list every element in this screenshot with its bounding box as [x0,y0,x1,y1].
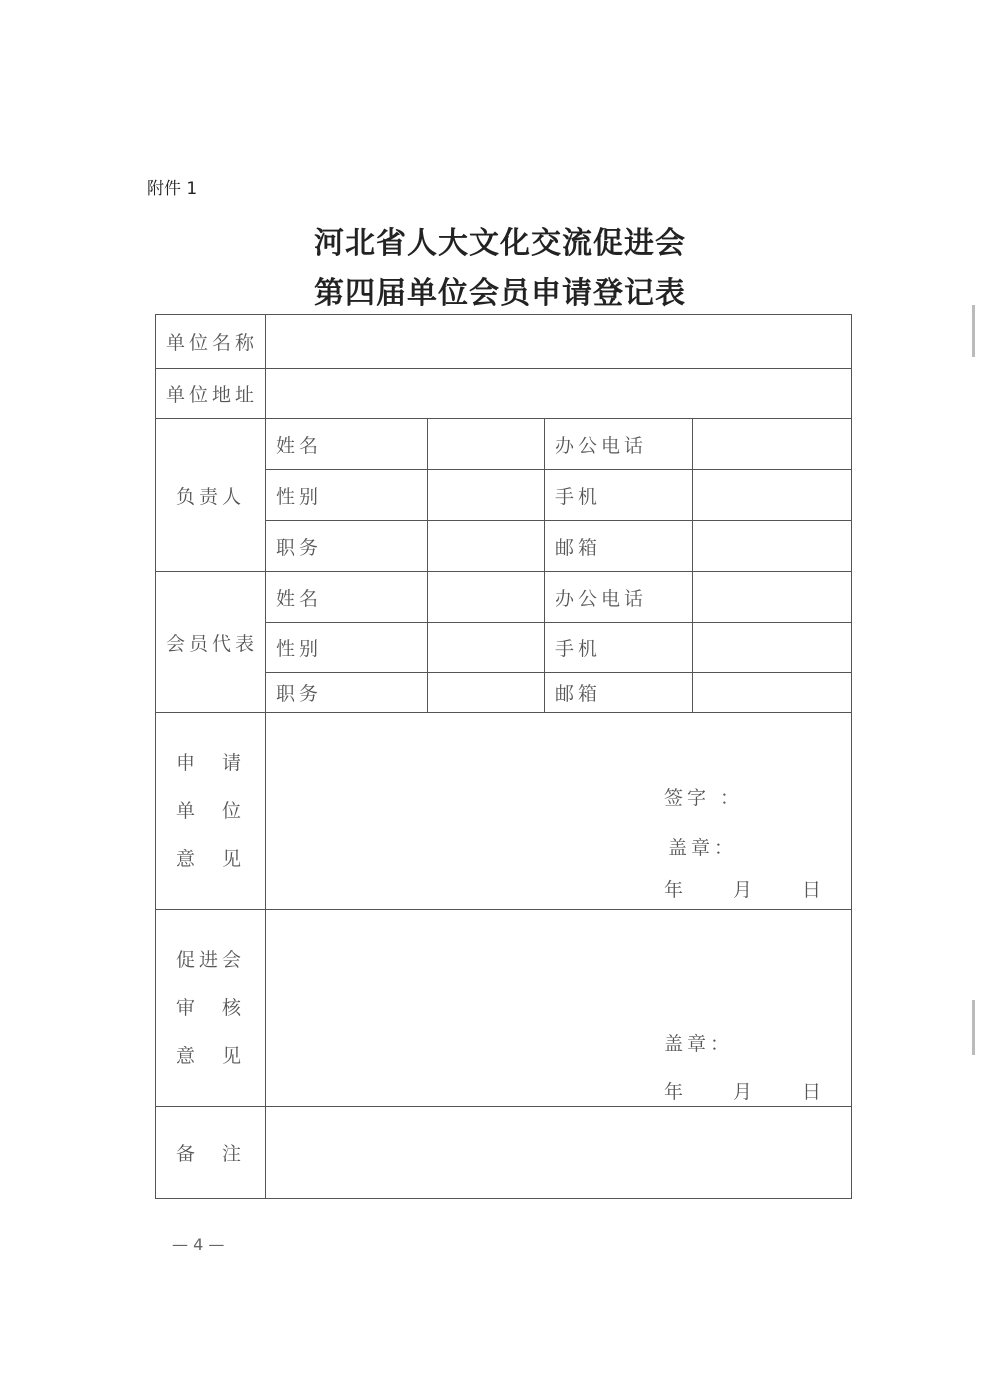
representative-gender-label: 性别 [266,623,428,673]
page-number: — 4 — [172,1235,225,1254]
representative-name-field[interactable] [428,572,545,623]
applicant-opinion-label-line2: 单 位 [175,800,245,822]
applicant-seal-label: 盖章： [668,837,738,859]
representative-office-phone-field[interactable] [693,572,852,623]
applicant-opinion-label [156,713,266,910]
leader-mobile-field[interactable] [693,470,852,521]
remarks-label: 备 注 [156,1107,266,1199]
document-title-line2: 第四届单位会员申请登记表 [314,276,686,311]
representative-email-label: 邮箱 [545,673,693,713]
unit-name-row [156,315,852,369]
leader-mobile-label: 手机 [545,470,693,521]
applicant-opinion-label-line3: 意 见 [175,848,245,870]
leader-name-label: 姓名 [266,419,428,470]
review-opinion-label-line2: 审 核 [175,997,245,1019]
representative-mobile-field[interactable] [693,623,852,673]
leader-gender-label: 性别 [266,470,428,521]
applicant-opinion-label-line1: 申 请 [175,752,245,774]
representative-row-1 [156,572,852,623]
applicant-opinion-row [156,713,852,910]
unit-address-label: 单位地址 [156,369,266,419]
representative-gender-field[interactable] [428,623,545,673]
review-opinion-row [156,910,852,1107]
representative-mobile-label: 手机 [545,623,693,673]
attachment-label: 附件 1 [147,179,198,199]
remarks-field[interactable] [266,1107,852,1199]
unit-address-field[interactable] [266,369,852,419]
review-opinion-label-line3: 意 见 [175,1045,245,1067]
unit-name-label: 单位名称 [156,315,266,369]
registration-form-table [155,314,852,1199]
binding-staple-bottom [972,1000,975,1055]
binding-staple-top [972,305,975,357]
review-seal-label: 盖章： [664,1033,734,1055]
representative-name-label: 姓名 [266,572,428,623]
leader-name-field[interactable] [428,419,545,470]
leader-section-label: 负责人 [156,419,266,572]
leader-position-field[interactable] [428,521,545,572]
representative-section-label: 会员代表 [156,572,266,713]
unit-address-row [156,369,852,419]
unit-name-field[interactable] [266,315,852,369]
applicant-opinion-field[interactable] [266,713,852,910]
representative-position-label: 职务 [266,673,428,713]
leader-office-phone-field[interactable] [693,419,852,470]
leader-position-label: 职务 [266,521,428,572]
applicant-date-label: 年 月 日 [664,879,826,901]
leader-email-field[interactable] [693,521,852,572]
applicant-signature-label: 签字 ： [664,787,744,809]
leader-gender-field[interactable] [428,470,545,521]
leader-office-phone-label: 办公电话 [545,419,693,470]
review-opinion-field[interactable] [266,910,852,1107]
representative-email-field[interactable] [693,673,852,713]
remarks-row [156,1107,852,1199]
review-date-label: 年 月 日 [664,1081,826,1103]
leader-email-label: 邮箱 [545,521,693,572]
representative-position-field[interactable] [428,673,545,713]
review-opinion-label [156,910,266,1107]
leader-row-1 [156,419,852,470]
document-title-line1: 河北省人大文化交流促进会 [314,226,686,261]
representative-office-phone-label: 办公电话 [545,572,693,623]
review-opinion-label-line1: 促进会 [175,949,245,971]
